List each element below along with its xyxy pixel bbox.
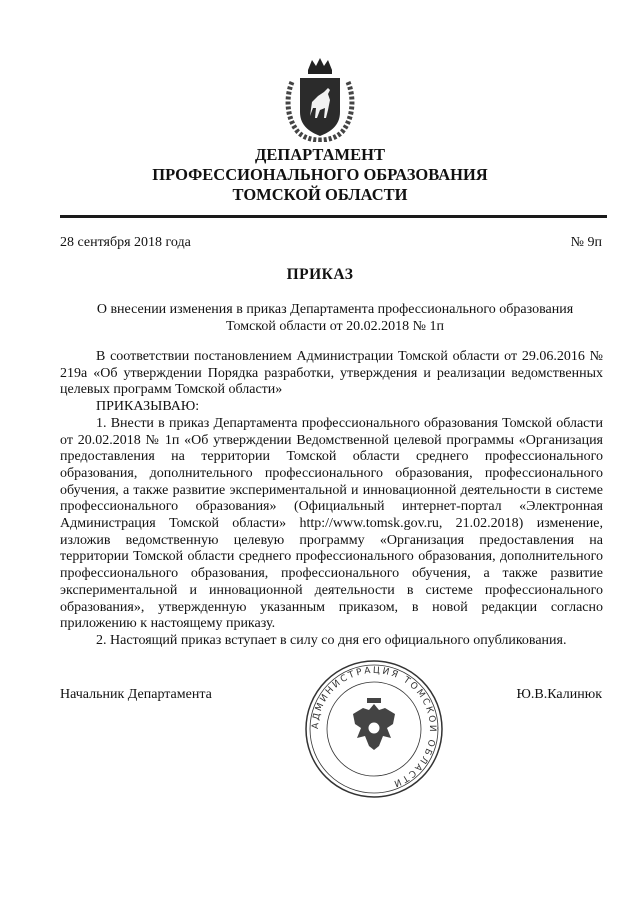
signatory-name: Ю.В.Калинюк: [516, 687, 602, 702]
subject-line-1: О внесении изменения в приказ Департамента профессионального образования: [96, 302, 574, 317]
order-item-2: 2. Настоящий приказ вступает в силу со дня его официального опубликования.: [96, 632, 567, 648]
order-item-1: 1. Внести в приказ Департамента профессионального образования Томской области от 20.02.2018 № 1п «Об утверждении Ведомственной целевой программы «Организация предоставления на территории Томской области среднего профессионального образования, дополнительного профессионального образования, профессионального обучения, а также развитие экспериментальной и инновационной деятельности в системе профессионального образования» (Официальный интернет-портал «Электронная Администрация Томской области» http://www.tomsk.gov.ru, 21.02.2018) изменение, изложив ведомственную целевую программу «Организация предоставления на территории Томской области среднего профессионального образования, дополнительного профессионального образования, профессионального обучения, а также развитие экспериментальной и инновационной деятельности в системе профессионального образования», утвержденную указанным приказом, в новой редакции согласно приложению к настоящему приказу.: [60, 415, 603, 632]
department-name-line-2: ПРОФЕССИОНАЛЬНОГО ОБРАЗОВАНИЯ: [152, 165, 488, 184]
department-name-line-3: ТОМСКОЙ ОБЛАСТИ: [232, 185, 408, 204]
document-title: ПРИКАЗ: [286, 266, 354, 283]
header-divider: [60, 215, 607, 218]
department-name-line-1: ДЕПАРТАМЕНТ: [255, 145, 385, 164]
preamble-paragraph: В соответствии постановлением Администрации Томской области от 29.06.2016 № 219а «Об утверждении Порядка разработки, утверждения и реализации ведомственных целевых программ Томской области»: [60, 349, 603, 398]
document-date: 28 сентября 2018 года: [60, 235, 191, 250]
signatory-position: Начальник Департамента: [60, 687, 212, 702]
order-word: ПРИКАЗЫВАЮ:: [96, 399, 200, 415]
document-number: № 9п: [570, 235, 602, 250]
subject-line-2: Томской области от 20.02.2018 № 1п: [226, 319, 444, 334]
document-body: [60, 349, 603, 650]
seal-text: АДМИНИСТРАЦИЯ ТОМСКОЙ ОБЛАСТИ: [310, 665, 438, 789]
official-seal-stamp: [303, 658, 445, 800]
coat-of-arms-emblem: [284, 56, 356, 142]
document-subject: [60, 301, 610, 335]
